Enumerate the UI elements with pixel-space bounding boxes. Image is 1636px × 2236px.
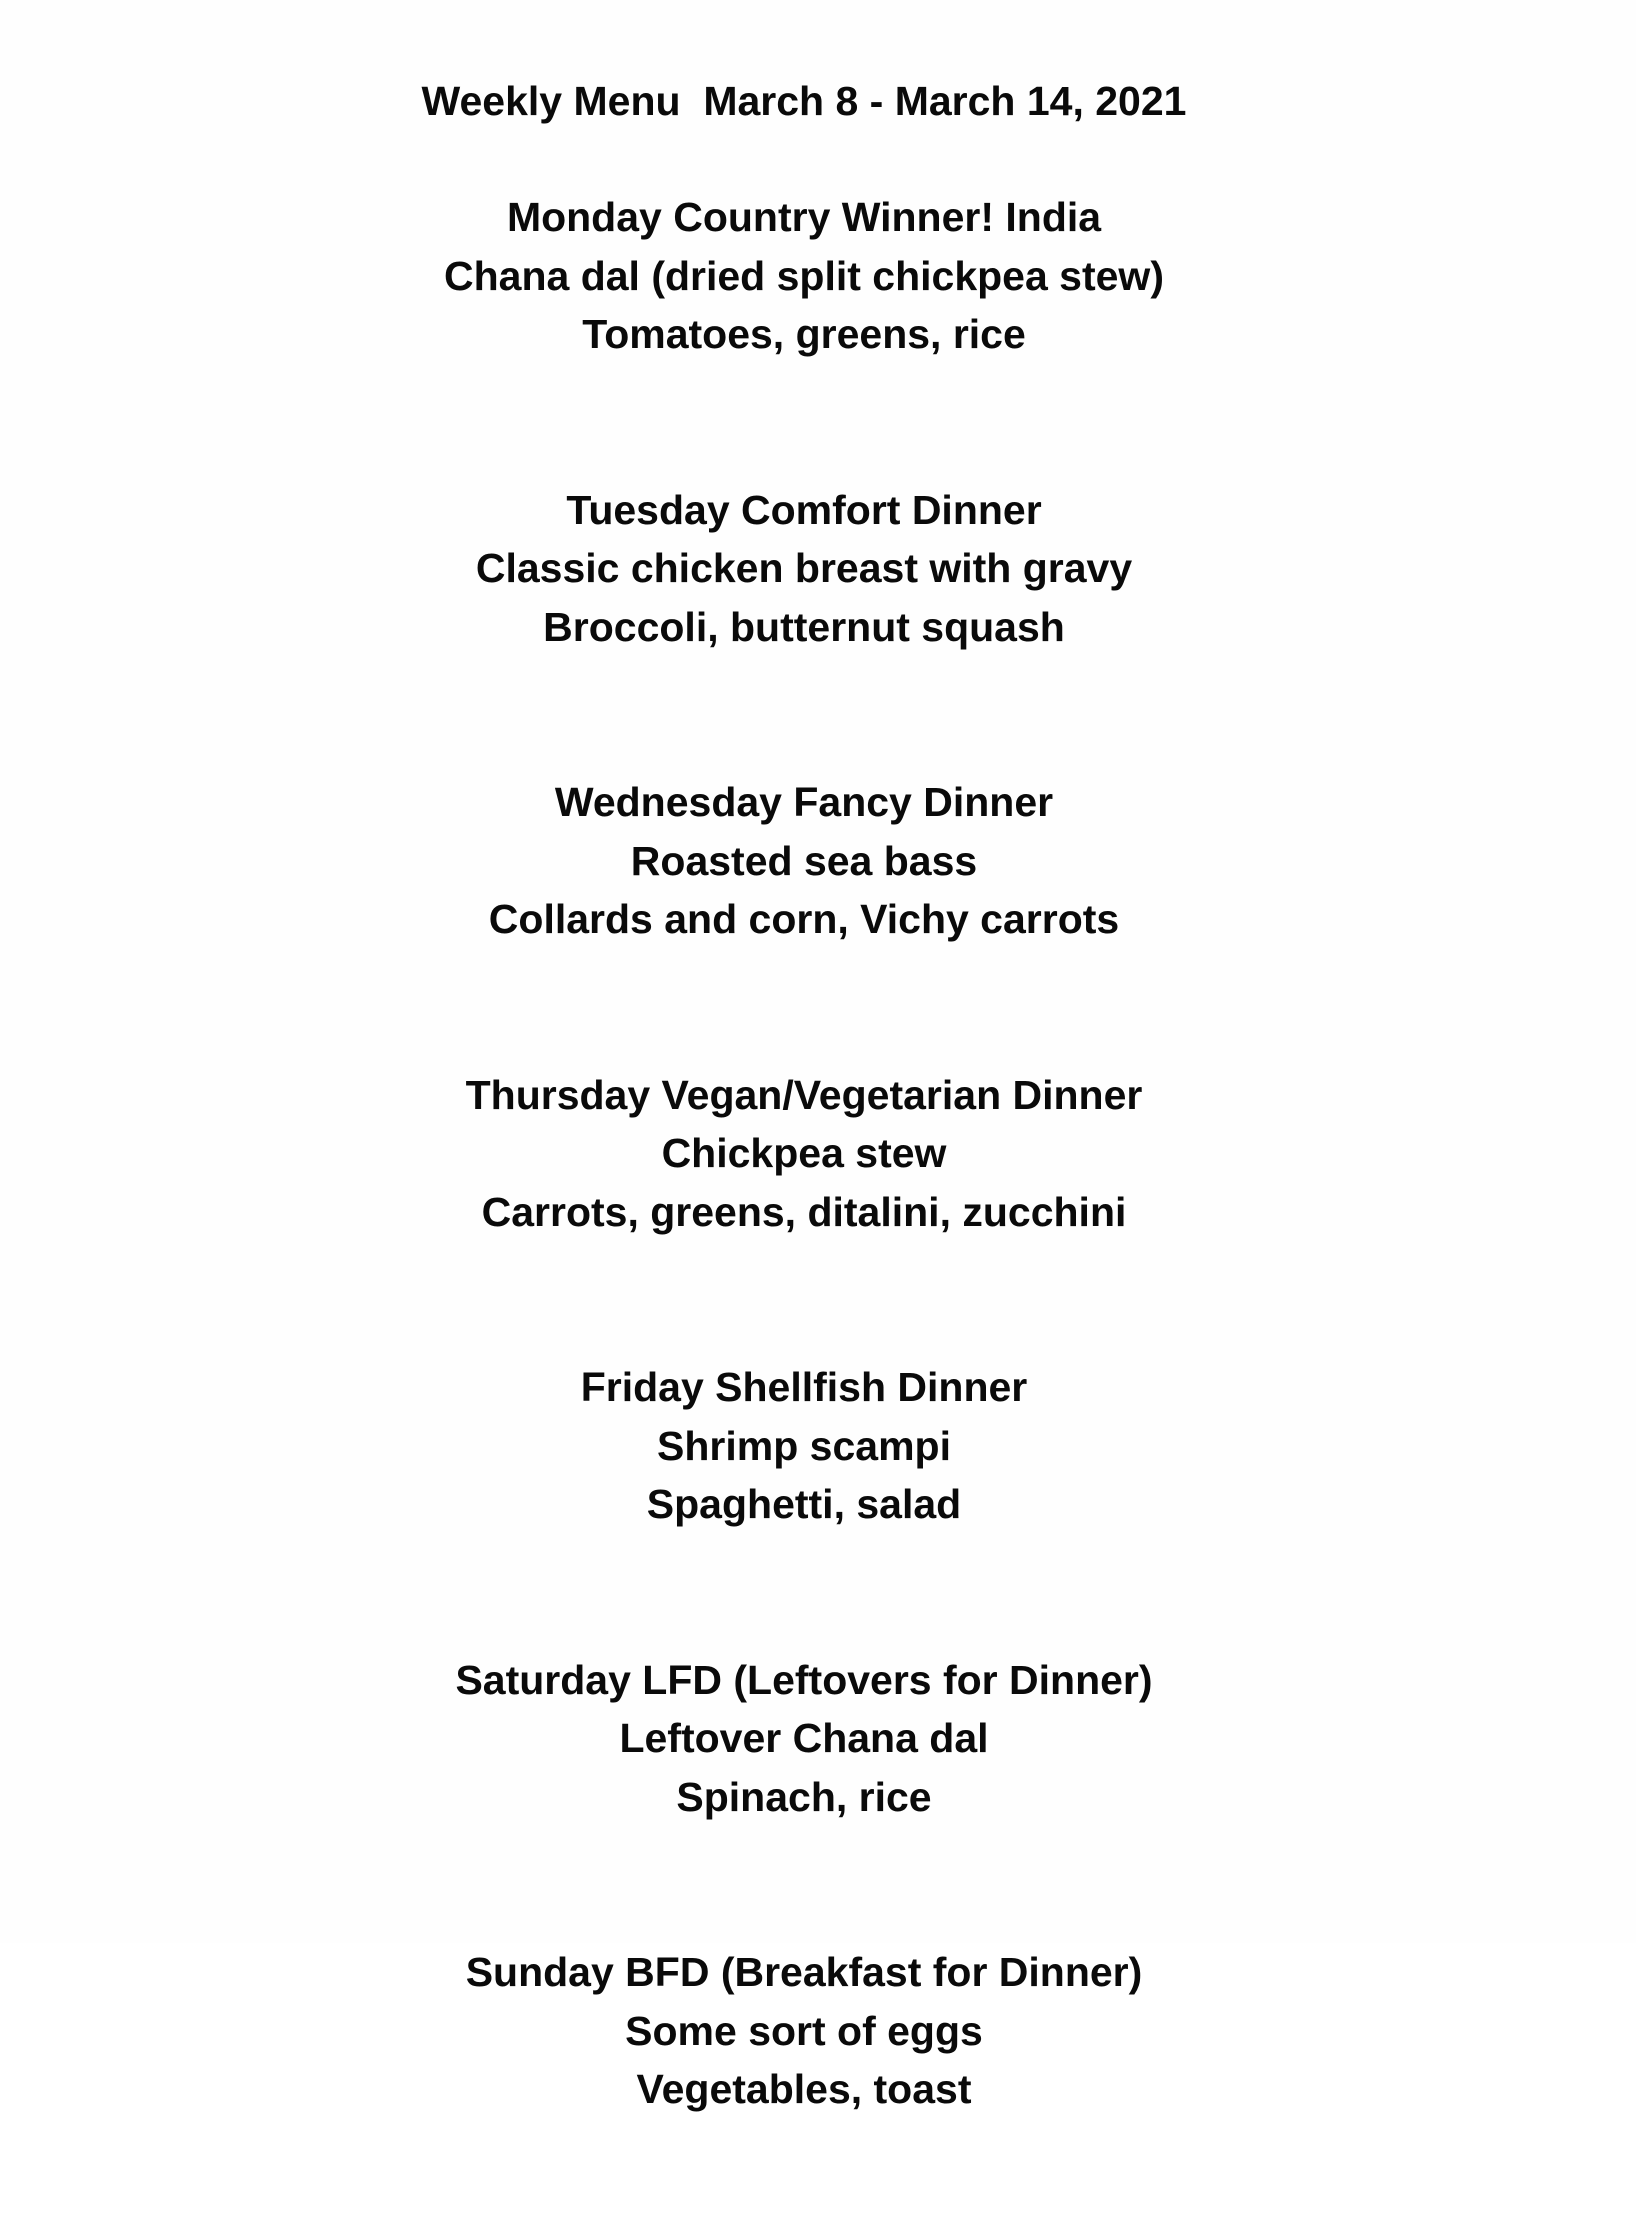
side-dishes: Carrots, greens, ditalini, zucchini bbox=[481, 1188, 1127, 1235]
day-heading: Wednesday Fancy Dinner bbox=[554, 779, 1054, 825]
day-monday bbox=[0, 188, 1608, 364]
main-dish: Leftover Chana dal bbox=[619, 1715, 989, 1761]
main-dish: Shrimp scampi bbox=[657, 1422, 951, 1469]
side-dishes: Broccoli, butternut squash bbox=[543, 603, 1065, 650]
day-wednesday bbox=[0, 773, 1608, 949]
day-tuesday bbox=[0, 481, 1608, 657]
day-heading: Sunday BFD (Breakfast for Dinner) bbox=[465, 1949, 1143, 1995]
day-heading: Saturday LFD (Leftovers for Dinner) bbox=[455, 1656, 1153, 1703]
day-sunday bbox=[0, 1943, 1608, 2119]
day-heading: Friday Shellfish Dinner bbox=[580, 1364, 1028, 1410]
main-dish: Chana dal (dried split chickpea stew) bbox=[444, 252, 1164, 299]
main-dish: Roasted sea bass bbox=[630, 837, 978, 884]
day-friday bbox=[0, 1358, 1608, 1534]
side-dishes: Tomatoes, greens, rice bbox=[582, 311, 1026, 357]
side-dishes: Spaghetti, salad bbox=[646, 1481, 962, 1527]
main-dish: Classic chicken breast with gravy bbox=[475, 545, 1133, 591]
side-dishes: Vegetables, toast bbox=[636, 2066, 972, 2112]
main-dish: Some sort of eggs bbox=[625, 2007, 983, 2054]
main-dish: Chickpea stew bbox=[661, 1130, 947, 1176]
page-title: Weekly Menu March 8 - March 14, 2021 bbox=[421, 78, 1187, 124]
day-heading: Monday Country Winner! India bbox=[506, 194, 1102, 240]
side-dishes: Collards and corn, Vichy carrots bbox=[488, 896, 1120, 942]
menu-list bbox=[0, 188, 1608, 2236]
side-dishes: Spinach, rice bbox=[676, 1773, 932, 1820]
day-thursday bbox=[0, 1066, 1608, 1242]
day-heading: Tuesday Comfort Dinner bbox=[566, 486, 1042, 533]
day-saturday bbox=[0, 1651, 1608, 1827]
day-heading: Thursday Vegan/Vegetarian Dinner bbox=[465, 1071, 1143, 1118]
